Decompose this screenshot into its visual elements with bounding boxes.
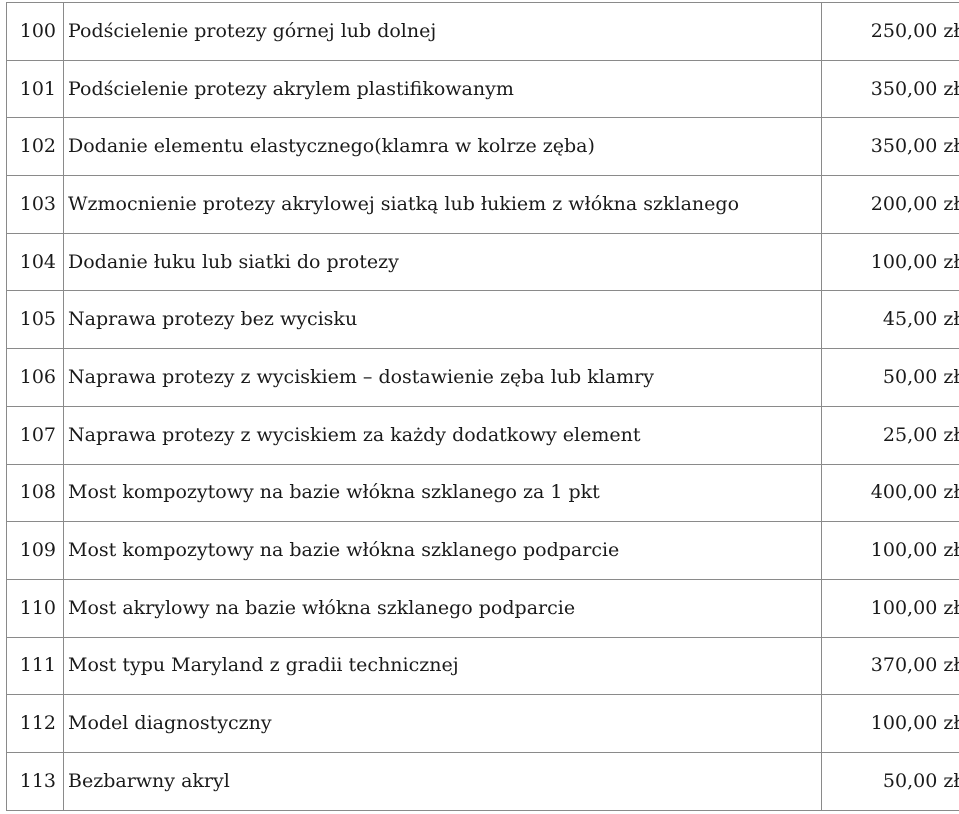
service-price: 50,00 zł xyxy=(822,349,959,407)
service-price: 350,00 zł xyxy=(822,60,959,118)
row-number: 112 xyxy=(7,695,64,753)
service-price: 45,00 zł xyxy=(822,291,959,349)
service-name: Most kompozytowy na bazie włókna szklanego za 1 pkt xyxy=(64,464,822,522)
row-number: 102 xyxy=(7,118,64,176)
service-name: Most kompozytowy na bazie włókna szklanego podparcie xyxy=(64,522,822,580)
row-number: 105 xyxy=(7,291,64,349)
service-price: 25,00 zł xyxy=(822,406,959,464)
price-list-table xyxy=(6,2,959,811)
service-price: 100,00 zł xyxy=(822,233,959,291)
service-name: Dodanie elementu elastycznego(klamra w kolrze zęba) xyxy=(64,118,822,176)
row-number: 113 xyxy=(7,752,64,810)
service-name: Dodanie łuku lub siatki do protezy xyxy=(64,233,822,291)
table-row xyxy=(7,176,959,234)
service-price: 350,00 zł xyxy=(822,118,959,176)
service-price: 200,00 zł xyxy=(822,176,959,234)
table-row xyxy=(7,60,959,118)
table-row xyxy=(7,233,959,291)
row-number: 103 xyxy=(7,176,64,234)
table-row xyxy=(7,695,959,753)
table-row xyxy=(7,522,959,580)
service-name: Naprawa protezy bez wycisku xyxy=(64,291,822,349)
table-row xyxy=(7,637,959,695)
service-name: Bezbarwny akryl xyxy=(64,752,822,810)
row-number: 101 xyxy=(7,60,64,118)
row-number: 110 xyxy=(7,579,64,637)
row-number: 100 xyxy=(7,3,64,61)
row-number: 107 xyxy=(7,406,64,464)
service-price: 100,00 zł xyxy=(822,579,959,637)
row-number: 111 xyxy=(7,637,64,695)
table-row xyxy=(7,579,959,637)
service-name: Podścielenie protezy akrylem plastifikowanym xyxy=(64,60,822,118)
table-row xyxy=(7,3,959,61)
table-row xyxy=(7,118,959,176)
service-name: Wzmocnienie protezy akrylowej siatką lub łukiem z włókna szklanego xyxy=(64,176,822,234)
service-name: Most typu Maryland z gradii technicznej xyxy=(64,637,822,695)
row-number: 109 xyxy=(7,522,64,580)
row-number: 106 xyxy=(7,349,64,407)
service-name: Model diagnostyczny xyxy=(64,695,822,753)
row-number: 108 xyxy=(7,464,64,522)
table-row xyxy=(7,464,959,522)
service-price: 50,00 zł xyxy=(822,752,959,810)
table-row xyxy=(7,349,959,407)
service-price: 100,00 zł xyxy=(822,522,959,580)
service-price: 400,00 zł xyxy=(822,464,959,522)
service-price: 370,00 zł xyxy=(822,637,959,695)
service-name: Podścielenie protezy górnej lub dolnej xyxy=(64,3,822,61)
service-price: 250,00 zł xyxy=(822,3,959,61)
table-row xyxy=(7,406,959,464)
service-price: 100,00 zł xyxy=(822,695,959,753)
service-name: Naprawa protezy z wyciskiem – dostawienie zęba lub klamry xyxy=(64,349,822,407)
service-name: Naprawa protezy z wyciskiem za każdy dodatkowy element xyxy=(64,406,822,464)
row-number: 104 xyxy=(7,233,64,291)
service-name: Most akrylowy na bazie włókna szklanego podparcie xyxy=(64,579,822,637)
table-row xyxy=(7,752,959,810)
table-row xyxy=(7,291,959,349)
price-list-body xyxy=(7,3,959,811)
